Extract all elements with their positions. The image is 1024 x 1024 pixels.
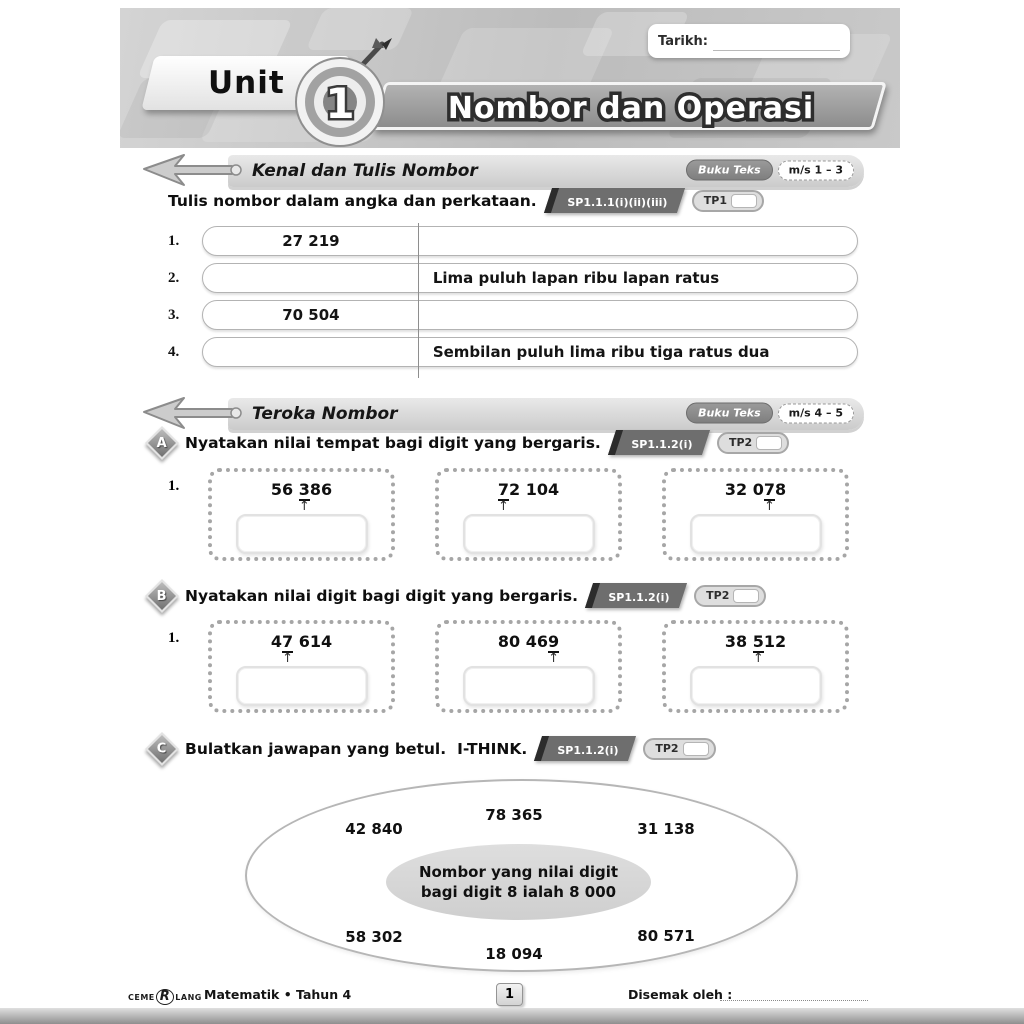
place-value-box xyxy=(662,620,849,713)
part-b-instruction xyxy=(150,583,766,608)
part-b-badge: B xyxy=(145,579,179,613)
unit-label: Unit xyxy=(207,65,285,101)
page-number: 1 xyxy=(496,983,523,1006)
part-c-instruction xyxy=(150,736,716,761)
ithink-label: I-THINK. xyxy=(457,739,528,758)
section-kenal-title: Kenal dan Tulis Nombor xyxy=(252,161,478,181)
date-field xyxy=(648,24,850,58)
up-arrow-icon: ↑ xyxy=(548,651,559,666)
perkataan-cell[interactable]: Sembilan puluh lima ribu tiga ratus dua xyxy=(432,343,770,361)
up-arrow-icon: ↑ xyxy=(763,499,775,514)
place-value-box xyxy=(208,620,395,713)
textbook-pages-badge: m/s 4 – 5 xyxy=(778,403,854,423)
up-arrow-icon: ↑ xyxy=(497,499,509,514)
row-number: 4. xyxy=(168,343,180,360)
candidate-number[interactable]: 58 302 xyxy=(345,928,403,946)
candidate-number[interactable]: 42 840 xyxy=(345,820,403,838)
underlined-digit: 7 xyxy=(497,480,510,499)
answer-box[interactable] xyxy=(463,666,595,706)
underlined-digit: 7 xyxy=(282,632,294,651)
tp-blank-box xyxy=(683,742,709,756)
buku-teks-badge: Buku Teks xyxy=(686,403,773,424)
tp-blank-box xyxy=(756,436,782,450)
instruction-tulis xyxy=(168,188,764,213)
book-title: Matematik • Tahun 4 xyxy=(204,987,352,1002)
section-kenal-bar xyxy=(140,153,864,187)
number-with-underlined-digit: 32 07 ↑ 8 xyxy=(724,480,787,514)
answer-box[interactable] xyxy=(236,514,368,554)
perkataan-cell[interactable] xyxy=(419,301,857,329)
checked-by-line[interactable] xyxy=(720,989,868,1001)
candidate-number[interactable]: 18 094 xyxy=(485,945,543,963)
bubble-map-center: Nombor yang nilai digit bagi digit 8 ialah 8 000 xyxy=(386,844,651,920)
sp-badge: SP1.1.1(i)(ii)(iii) xyxy=(544,188,685,213)
place-value-box xyxy=(662,468,849,561)
row-box xyxy=(202,300,858,330)
row-box xyxy=(202,337,858,367)
arrow-icon xyxy=(140,153,244,189)
table-row xyxy=(168,226,858,256)
row-number: 1. xyxy=(168,630,180,646)
checked-by-label: Disemak oleh : xyxy=(628,987,733,1002)
bubble-map xyxy=(245,779,798,972)
candidate-number[interactable]: 78 365 xyxy=(485,806,543,824)
sp-badge: SP1.1.2(i) xyxy=(608,430,710,455)
part-c-badge: C xyxy=(145,732,179,766)
arrow-icon xyxy=(140,396,244,432)
candidate-number[interactable]: 80 571 xyxy=(637,927,695,945)
place-value-box xyxy=(435,468,622,561)
number-with-underlined-digit: 47 ↑ 614 xyxy=(270,632,333,666)
header-band xyxy=(120,8,900,148)
sp-badge: SP1.1.2(i) xyxy=(585,583,687,608)
instruction-text: Tulis nombor dalam angka dan perkataan. xyxy=(168,191,537,210)
svg-text:1: 1 xyxy=(325,79,355,128)
sp-badge: SP1.1.2(i) xyxy=(534,736,636,761)
up-arrow-icon: ↑ xyxy=(298,499,310,514)
row-box xyxy=(202,263,858,293)
part-a-badge: A xyxy=(145,426,179,460)
buku-teks-badge: Buku Teks xyxy=(686,160,773,181)
tp-blank-box xyxy=(731,194,757,208)
angka-cell[interactable]: 27 219 xyxy=(282,232,340,250)
table-row xyxy=(168,300,858,330)
table-column-divider xyxy=(418,223,419,378)
answer-box[interactable] xyxy=(463,514,595,554)
row-number: 1. xyxy=(168,478,180,494)
tp-badge: TP1 xyxy=(692,190,764,212)
answer-box[interactable] xyxy=(690,514,822,554)
number-with-underlined-digit: 38 5 ↑ 12 xyxy=(724,632,787,666)
place-value-box xyxy=(208,468,395,561)
angka-cell[interactable]: 70 504 xyxy=(282,306,340,324)
number-word-table xyxy=(168,226,858,378)
perkataan-cell[interactable] xyxy=(419,227,857,255)
instruction-text: Bulatkan jawapan yang betul. xyxy=(185,739,447,758)
row-number: 3. xyxy=(168,306,180,323)
textbook-pages-badge: m/s 1 – 3 xyxy=(778,160,854,180)
publisher-logo: CEME R LANG xyxy=(128,989,202,1004)
row-number: 2. xyxy=(168,269,180,286)
angka-cell[interactable] xyxy=(203,264,419,292)
table-row xyxy=(168,337,858,367)
perkataan-cell[interactable]: Lima puluh lapan ribu lapan ratus xyxy=(432,269,720,287)
svg-text:Nombor dan Operasi: Nombor dan Operasi xyxy=(447,91,815,126)
answer-box[interactable] xyxy=(690,666,822,706)
part-b-row xyxy=(168,620,858,715)
angka-cell[interactable] xyxy=(203,338,419,366)
date-input-line[interactable] xyxy=(713,31,840,51)
row-number: 1. xyxy=(168,232,180,249)
table-row xyxy=(168,263,858,293)
place-value-box xyxy=(435,620,622,713)
underlined-digit: 7 xyxy=(763,480,775,499)
underlined-digit: 9 xyxy=(547,632,560,651)
instruction-text: Nyatakan nilai tempat bagi digit yang bergaris. xyxy=(185,433,601,452)
tp-badge: TP2 xyxy=(717,432,789,454)
bottom-decor-band xyxy=(0,1008,1024,1024)
part-a-row xyxy=(168,468,858,563)
answer-box[interactable] xyxy=(236,666,368,706)
section-teroka-bar xyxy=(140,396,864,430)
tp-blank-box xyxy=(733,589,759,603)
number-with-underlined-digit: 56 3 ↑ 86 xyxy=(270,480,333,514)
underlined-digit: 3 xyxy=(298,480,310,499)
tp-badge: TP2 xyxy=(643,738,715,760)
date-label: Tarikh: xyxy=(658,33,708,49)
up-arrow-icon: ↑ xyxy=(282,651,294,666)
dart-target-icon xyxy=(288,36,398,148)
candidate-number[interactable]: 31 138 xyxy=(637,820,695,838)
number-with-underlined-digit: 80 469 ↑ xyxy=(497,632,560,666)
page-footer xyxy=(120,983,900,1011)
up-arrow-icon: ↑ xyxy=(752,651,764,666)
number-with-underlined-digit: 7 ↑ 2 104 xyxy=(497,480,560,514)
tp-badge: TP2 xyxy=(694,585,766,607)
section-teroka-title: Teroka Nombor xyxy=(252,404,398,424)
page-title xyxy=(388,80,874,134)
underlined-digit: 5 xyxy=(752,632,764,651)
page-content xyxy=(120,0,900,1024)
instruction-text: Nyatakan nilai digit bagi digit yang bergaris. xyxy=(185,586,579,605)
part-a-instruction xyxy=(150,430,789,455)
row-box xyxy=(202,226,858,256)
